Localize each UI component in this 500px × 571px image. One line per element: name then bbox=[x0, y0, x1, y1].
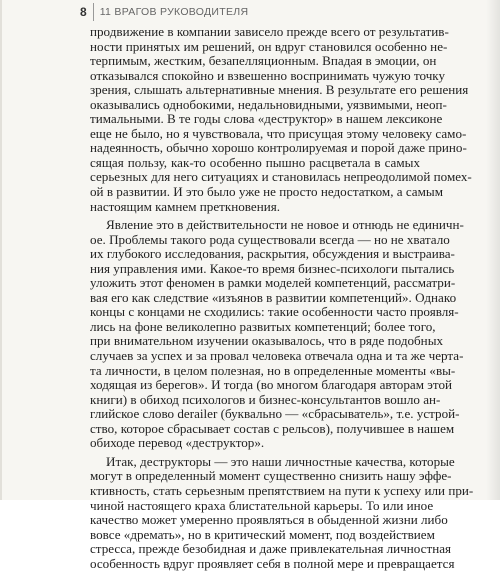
text-line: еще не было, но я чувствовала, что присущая этому человеку само- bbox=[90, 125, 467, 141]
text-line: ой в развитии. И это было уже не просто недостатком, а самым bbox=[90, 184, 443, 200]
text-line: та личности, в целом полезная, но в определенные моменты «вы- bbox=[90, 362, 456, 378]
paragraph bbox=[90, 453, 474, 571]
running-head: 11 ВРАГОВ РУКОВОДИТЕЛЯ bbox=[99, 6, 249, 18]
header-divider bbox=[93, 3, 94, 21]
text-line: особенность вдруг проявляет себя в полной мере и превращается bbox=[90, 555, 455, 571]
text-line: сящая пользу, как-то особенно пышно расцветала в самых bbox=[90, 154, 420, 170]
text-line: отказывался спокойно и взвешенно воспринимать чужую точку bbox=[90, 67, 446, 83]
text-line: ходящая из берегов». И тогда (во многом благодаря авторам этой bbox=[90, 377, 452, 393]
text-line: Явление это в действительности не новое и отнюдь не единичн- bbox=[106, 217, 464, 233]
text-line: ктивность, стать серьезным препятствием на пути к успеху или при- bbox=[90, 482, 474, 498]
text-line: ния управления ими. Какое-то время бизнес-психологи пытались bbox=[90, 260, 455, 276]
text-line: настоящим камнем преткновения. bbox=[90, 198, 281, 214]
body-text bbox=[90, 24, 474, 571]
text-line: качество может умеренно проявляться в обыденной жизни либо bbox=[90, 512, 448, 528]
text-line: ое. Проблемы такого рода существовали всегда — но не хватало bbox=[90, 231, 450, 247]
text-line: лись на фоне великолепно развитых компетенций; более того, bbox=[90, 318, 436, 334]
paragraph bbox=[90, 217, 464, 451]
text-line: чиной настоящего краха блистательной карьеры. То или иное bbox=[90, 497, 434, 513]
text-line: вая его как следствие «изъянов в развитии компетенций». Однако bbox=[90, 289, 457, 305]
text-line: их глубокого исследования, раскрытия, обсуждения и выстраива- bbox=[90, 246, 455, 262]
page-number: 8 bbox=[80, 5, 87, 19]
text-line: ности принятых им решений, он вдруг становился особенно не- bbox=[90, 38, 448, 54]
text-line: надеянность, обычно хорошо контролируемая и порой даже прино- bbox=[90, 140, 467, 156]
text-line: могут в определенный момент существенно снизить нашу эффе- bbox=[90, 468, 452, 484]
paragraph bbox=[90, 24, 472, 214]
text-line: тимальными. В те годы слова «деструктор» в нашем лексиконе bbox=[90, 111, 443, 127]
text-line: уложить этот феномен в рамки моделей компетенций, рассматри- bbox=[90, 275, 456, 291]
text-line: терпимым, жестким, безапелляционным. Впадая в эмоции, он bbox=[90, 53, 437, 69]
text-line: продвижение в компании зависело прежде всего от результатив- bbox=[90, 24, 449, 39]
text-line: Итак, деструкторы — это наши личностные качества, которые bbox=[106, 453, 455, 469]
text-line: серьезных для него ситуациях и становилась непреодолимой помех- bbox=[90, 169, 472, 185]
text-line: при внимательном изучении оказывалось, что в ряде подобных bbox=[90, 333, 444, 349]
text-line: обиходе перевод «деструктор». bbox=[90, 435, 265, 451]
text-line: концы с концами не сходились: такие особенности часто проявля- bbox=[90, 304, 459, 320]
text-line: ство, которое сбрасывает состав с рельсов), получившее в нашем bbox=[90, 420, 455, 436]
text-line: случаев за успех и за провал человека отвечала одна и та же черта- bbox=[90, 348, 464, 364]
text-line: стресса, прежде безобидная и даже привлекательная личностная bbox=[90, 541, 452, 557]
text-line: глийское слово derailer (буквально — «сбрасыватель», т.е. устрой- bbox=[90, 406, 460, 422]
spine-shadow bbox=[486, 0, 500, 500]
text-line: вовсе «дремать», но в критический момент, под воздействием bbox=[90, 526, 435, 542]
text-line: зрения, слышать альтернативные мнения. В результате его решения bbox=[90, 82, 469, 98]
text-line: оказывались однобокими, недальновидными, уязвимыми, неоп- bbox=[90, 96, 447, 112]
page-header bbox=[80, 3, 248, 21]
text-line: книги) в обиход психологов и бизнес-консультантов вошло ан- bbox=[90, 391, 441, 407]
